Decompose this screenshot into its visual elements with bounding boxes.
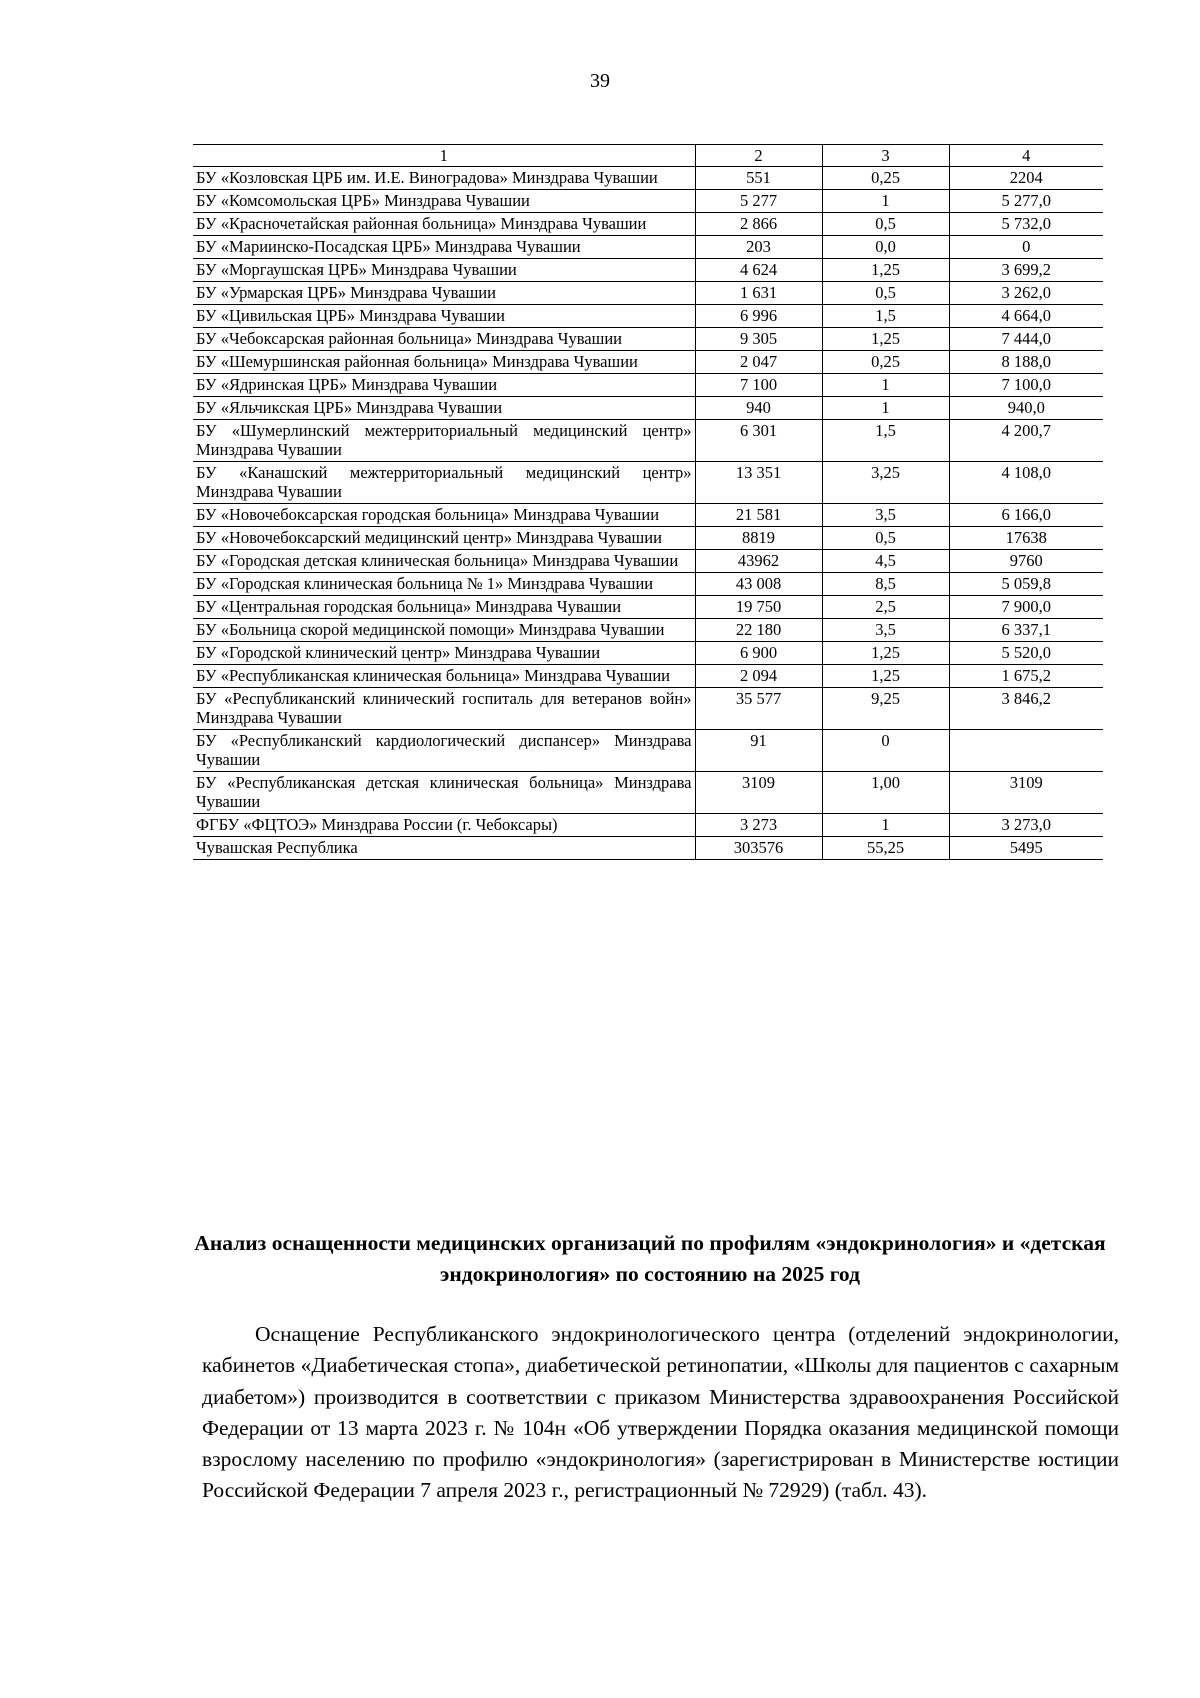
organization-cell: БУ «Шумерлинский межтерриториальный медицинский центр» Минздрава Чувашии [193,420,695,462]
value-cell-2: 2 047 [695,351,822,374]
table-row [193,550,1103,573]
value-cell-2: 5 277 [695,190,822,213]
value-cell-2: 13 351 [695,462,822,504]
value-cell-3: 0 [822,730,949,772]
value-cell-3: 55,25 [822,837,949,860]
value-cell-3: 9,25 [822,688,949,730]
value-cell-3: 1 [822,374,949,397]
value-cell-4 [949,730,1103,772]
value-cell-3: 1 [822,814,949,837]
table-row [193,665,1103,688]
value-cell-4: 3 273,0 [949,814,1103,837]
section-heading: Анализ оснащенности медицинских организаций по профилям «эндокринология» и «детская эндокринология» по состоянию на 2025 год [194,1231,1106,1286]
organization-cell: БУ «Канашский межтерриториальный медицинский центр» Минздрава Чувашии [193,462,695,504]
value-cell-2: 6 996 [695,305,822,328]
value-cell-3: 0,0 [822,236,949,259]
value-cell-4: 6 337,1 [949,619,1103,642]
organization-cell: БУ «Ядринская ЦРБ» Минздрава Чувашии [193,374,695,397]
organization-cell: БУ «Цивильская ЦРБ» Минздрава Чувашии [193,305,695,328]
value-cell-3: 1,25 [822,642,949,665]
page-number: 39 [590,70,610,92]
organization-cell: БУ «Мариинско-Посадская ЦРБ» Минздрава Чувашии [193,236,695,259]
value-cell-4: 9760 [949,550,1103,573]
table-row [193,420,1103,462]
table-row [193,397,1103,420]
table-row [193,504,1103,527]
organization-cell: БУ «Центральная городская больница» Минздрава Чувашии [193,596,695,619]
value-cell-3: 8,5 [822,573,949,596]
value-cell-3: 1 [822,190,949,213]
organization-cell: БУ «Комсомольская ЦРБ» Минздрава Чувашии [193,190,695,213]
value-cell-2: 551 [695,167,822,190]
value-cell-2: 21 581 [695,504,822,527]
value-cell-4: 7 900,0 [949,596,1103,619]
table-body [193,145,1103,860]
value-cell-2: 3 273 [695,814,822,837]
table-row [193,619,1103,642]
organization-cell: БУ «Яльчикская ЦРБ» Минздрава Чувашии [193,397,695,420]
table-row [193,688,1103,730]
organization-cell: БУ «Шемуршинская районная больница» Минздрава Чувашии [193,351,695,374]
table-row [193,462,1103,504]
value-cell-4: 4 200,7 [949,420,1103,462]
value-cell-2: 4 624 [695,259,822,282]
value-cell-4: 3 262,0 [949,282,1103,305]
value-cell-2: 6 900 [695,642,822,665]
table-row [193,167,1103,190]
organization-cell: Чувашская Республика [193,837,695,860]
value-cell-4: 3 846,2 [949,688,1103,730]
table-row [193,328,1103,351]
table-row [193,772,1103,814]
organization-cell: БУ «Новочебоксарская городская больница» Минздрава Чувашии [193,504,695,527]
value-cell-2: 9 305 [695,328,822,351]
value-cell-4: 8 188,0 [949,351,1103,374]
value-cell-3: 0,5 [822,527,949,550]
table-row [193,236,1103,259]
value-cell-2: 303576 [695,837,822,860]
value-cell-4: 0 [949,236,1103,259]
value-cell-2: 43962 [695,550,822,573]
value-cell-3: 1,25 [822,328,949,351]
value-cell-3: 0,5 [822,213,949,236]
value-cell-3: 4,5 [822,550,949,573]
table-row [193,527,1103,550]
table-row [193,596,1103,619]
organization-cell: БУ «Городская клиническая больница № 1» Минздрава Чувашии [193,573,695,596]
table-row [193,814,1103,837]
value-cell-4: 5 059,8 [949,573,1103,596]
value-cell-4: 7 444,0 [949,328,1103,351]
table-row [193,282,1103,305]
value-cell-4: 3 699,2 [949,259,1103,282]
value-cell-4: 2204 [949,167,1103,190]
value-cell-2: 8819 [695,527,822,550]
data-table [193,144,1103,860]
value-cell-4: 17638 [949,527,1103,550]
value-cell-4: 5495 [949,837,1103,860]
value-cell-3: 1,5 [822,305,949,328]
value-cell-2: 940 [695,397,822,420]
organization-cell: БУ «Городской клинический центр» Минздрава Чувашии [193,642,695,665]
value-cell-2: 6 301 [695,420,822,462]
column-number-2: 2 [695,145,822,167]
value-cell-2: 7 100 [695,374,822,397]
organization-cell: ФГБУ «ФЦТОЭ» Минздрава России (г. Чебоксары) [193,814,695,837]
table-header-row [193,145,1103,167]
organization-cell: БУ «Республиканский клинический госпиталь для ветеранов войн» Минздрава Чувашии [193,688,695,730]
value-cell-2: 22 180 [695,619,822,642]
value-cell-4: 3109 [949,772,1103,814]
value-cell-2: 2 094 [695,665,822,688]
table-row [193,213,1103,236]
table-row [193,730,1103,772]
organization-cell: БУ «Республиканская клиническая больница» Минздрава Чувашии [193,665,695,688]
table-row [193,351,1103,374]
table-row [193,573,1103,596]
organization-cell: БУ «Чебоксарская районная больница» Минздрава Чувашии [193,328,695,351]
value-cell-2: 91 [695,730,822,772]
value-cell-4: 5 520,0 [949,642,1103,665]
value-cell-3: 3,5 [822,619,949,642]
organization-cell: БУ «Республиканский кардиологический диспансер» Минздрава Чувашии [193,730,695,772]
value-cell-4: 4 664,0 [949,305,1103,328]
value-cell-2: 2 866 [695,213,822,236]
value-cell-3: 1,00 [822,772,949,814]
value-cell-4: 6 166,0 [949,504,1103,527]
value-cell-3: 0,25 [822,167,949,190]
organization-cell: БУ «Больница скорой медицинской помощи» Минздрава Чувашии [193,619,695,642]
table-row [193,305,1103,328]
organization-cell: БУ «Республиканская детская клиническая больница» Минздрава Чувашии [193,772,695,814]
table-row [193,374,1103,397]
value-cell-3: 1,5 [822,420,949,462]
value-cell-2: 203 [695,236,822,259]
value-cell-3: 3,25 [822,462,949,504]
table-row [193,837,1103,860]
value-cell-3: 3,5 [822,504,949,527]
value-cell-2: 1 631 [695,282,822,305]
organization-cell: БУ «Козловская ЦРБ им. И.Е. Виноградова» Минздрава Чувашии [193,167,695,190]
organization-cell: БУ «Моргаушская ЦРБ» Минздрава Чувашии [193,259,695,282]
value-cell-3: 1 [822,397,949,420]
table-row [193,259,1103,282]
organization-cell: БУ «Красночетайская районная больница» Минздрава Чувашии [193,213,695,236]
body-paragraph: Оснащение Республиканского эндокринологического центра (отделений эндокринологии, кабинетов «Диабетическая стопа», диабетической ретинопатии, «Школы для пациентов с сахарным диабетом») производится в соответствии с приказом Министерства здравоохранения Российской Федерации от 13 марта 2023 г. № 104н «Об утверждении Порядка оказания медицинской помощи взрослому населению по профилю «эндокринология» (зарегистрирован в Министерстве юстиции Российской Федерации 7 апреля 2023 г., регистрационный № 72929) (табл. 43). [202,1322,1119,1503]
organization-cell: БУ «Городская детская клиническая больница» Минздрава Чувашии [193,550,695,573]
value-cell-3: 2,5 [822,596,949,619]
organization-cell: БУ «Урмарская ЦРБ» Минздрава Чувашии [193,282,695,305]
value-cell-4: 7 100,0 [949,374,1103,397]
value-cell-3: 1,25 [822,259,949,282]
value-cell-3: 0,25 [822,351,949,374]
table-row [193,642,1103,665]
value-cell-3: 1,25 [822,665,949,688]
value-cell-2: 19 750 [695,596,822,619]
value-cell-2: 43 008 [695,573,822,596]
value-cell-2: 3109 [695,772,822,814]
value-cell-3: 0,5 [822,282,949,305]
value-cell-4: 940,0 [949,397,1103,420]
value-cell-2: 35 577 [695,688,822,730]
value-cell-4: 4 108,0 [949,462,1103,504]
organization-cell: БУ «Новочебоксарский медицинский центр» Минздрава Чувашии [193,527,695,550]
column-number-1: 1 [193,145,695,167]
value-cell-4: 1 675,2 [949,665,1103,688]
column-number-3: 3 [822,145,949,167]
table-row [193,190,1103,213]
column-number-4: 4 [949,145,1103,167]
value-cell-4: 5 277,0 [949,190,1103,213]
value-cell-4: 5 732,0 [949,213,1103,236]
